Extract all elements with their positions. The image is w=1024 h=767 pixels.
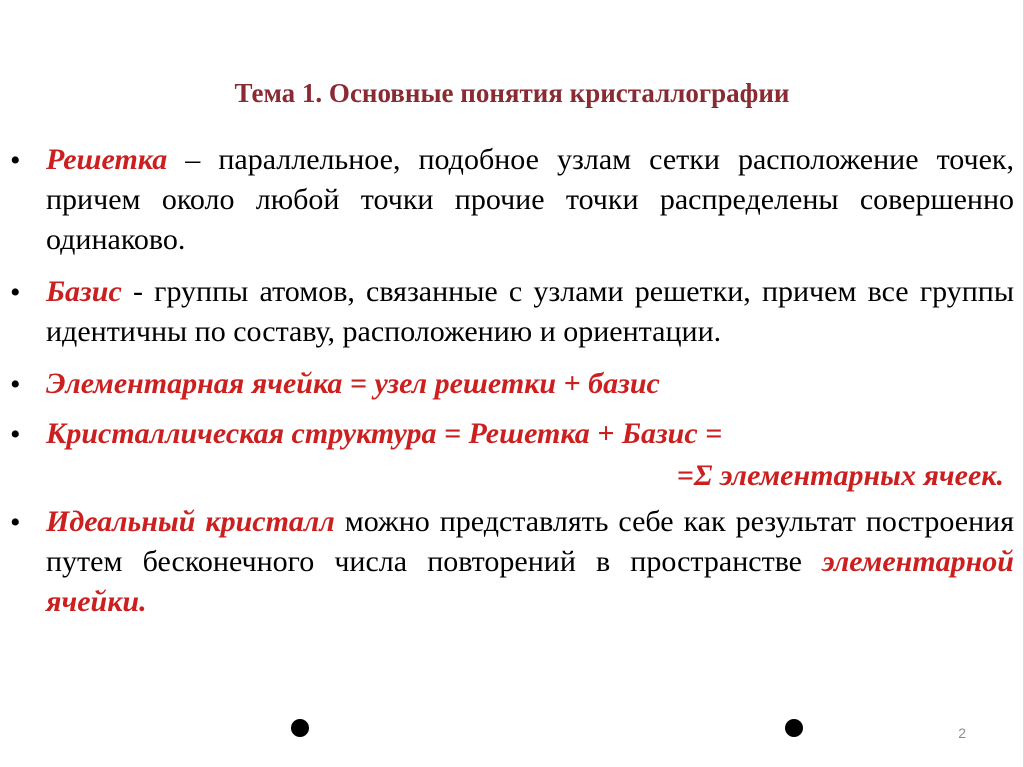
list-item-crystal-structure	[0, 414, 1024, 498]
black-dot-left	[291, 719, 309, 737]
list-item-ideal-crystal	[0, 502, 1024, 622]
formula-sum: =Σ элементарных ячеек.	[676, 459, 1004, 492]
black-dot-right	[785, 719, 803, 737]
bullet-marker: •	[10, 506, 21, 539]
list-item-unit-cell	[0, 364, 1024, 404]
bullet-marker: •	[10, 144, 21, 177]
bullet-list	[0, 140, 1024, 622]
definition-ideal-crystal: можно представлять себе как результат построения путем бесконечного числа повторений в пространстве	[46, 505, 1014, 578]
list-item-basis	[0, 272, 1024, 352]
bullet-marker: •	[10, 418, 21, 451]
bullet-marker: •	[10, 276, 21, 309]
slide-title: Тема 1. Основные понятия кристаллографии	[234, 78, 790, 108]
term-unit-cell: элементарной ячейки.	[46, 545, 1014, 618]
page-number: 2	[958, 725, 966, 741]
term-basis: Базис	[46, 275, 122, 308]
definition-basis: - группы атомов, связанные с узлами решетки, причем все группы идентичны по составу, расположению и ориентации.	[46, 275, 1014, 348]
bullet-marker: •	[10, 368, 21, 401]
term-lattice: Решетка	[46, 143, 168, 176]
formula-unit-cell: Элементарная ячейка = узел решетки + базис	[46, 367, 660, 400]
formula-crystal-structure: Кристаллическая структура = Решетка + Базис =	[46, 417, 723, 450]
term-ideal-crystal: Идеальный кристалл	[46, 505, 335, 538]
definition-lattice: – параллельное, подобное узлам сетки расположение точек, причем около любой точки прочие точки распределены совершенно одинаково.	[46, 143, 1014, 256]
list-item-lattice	[0, 140, 1024, 260]
